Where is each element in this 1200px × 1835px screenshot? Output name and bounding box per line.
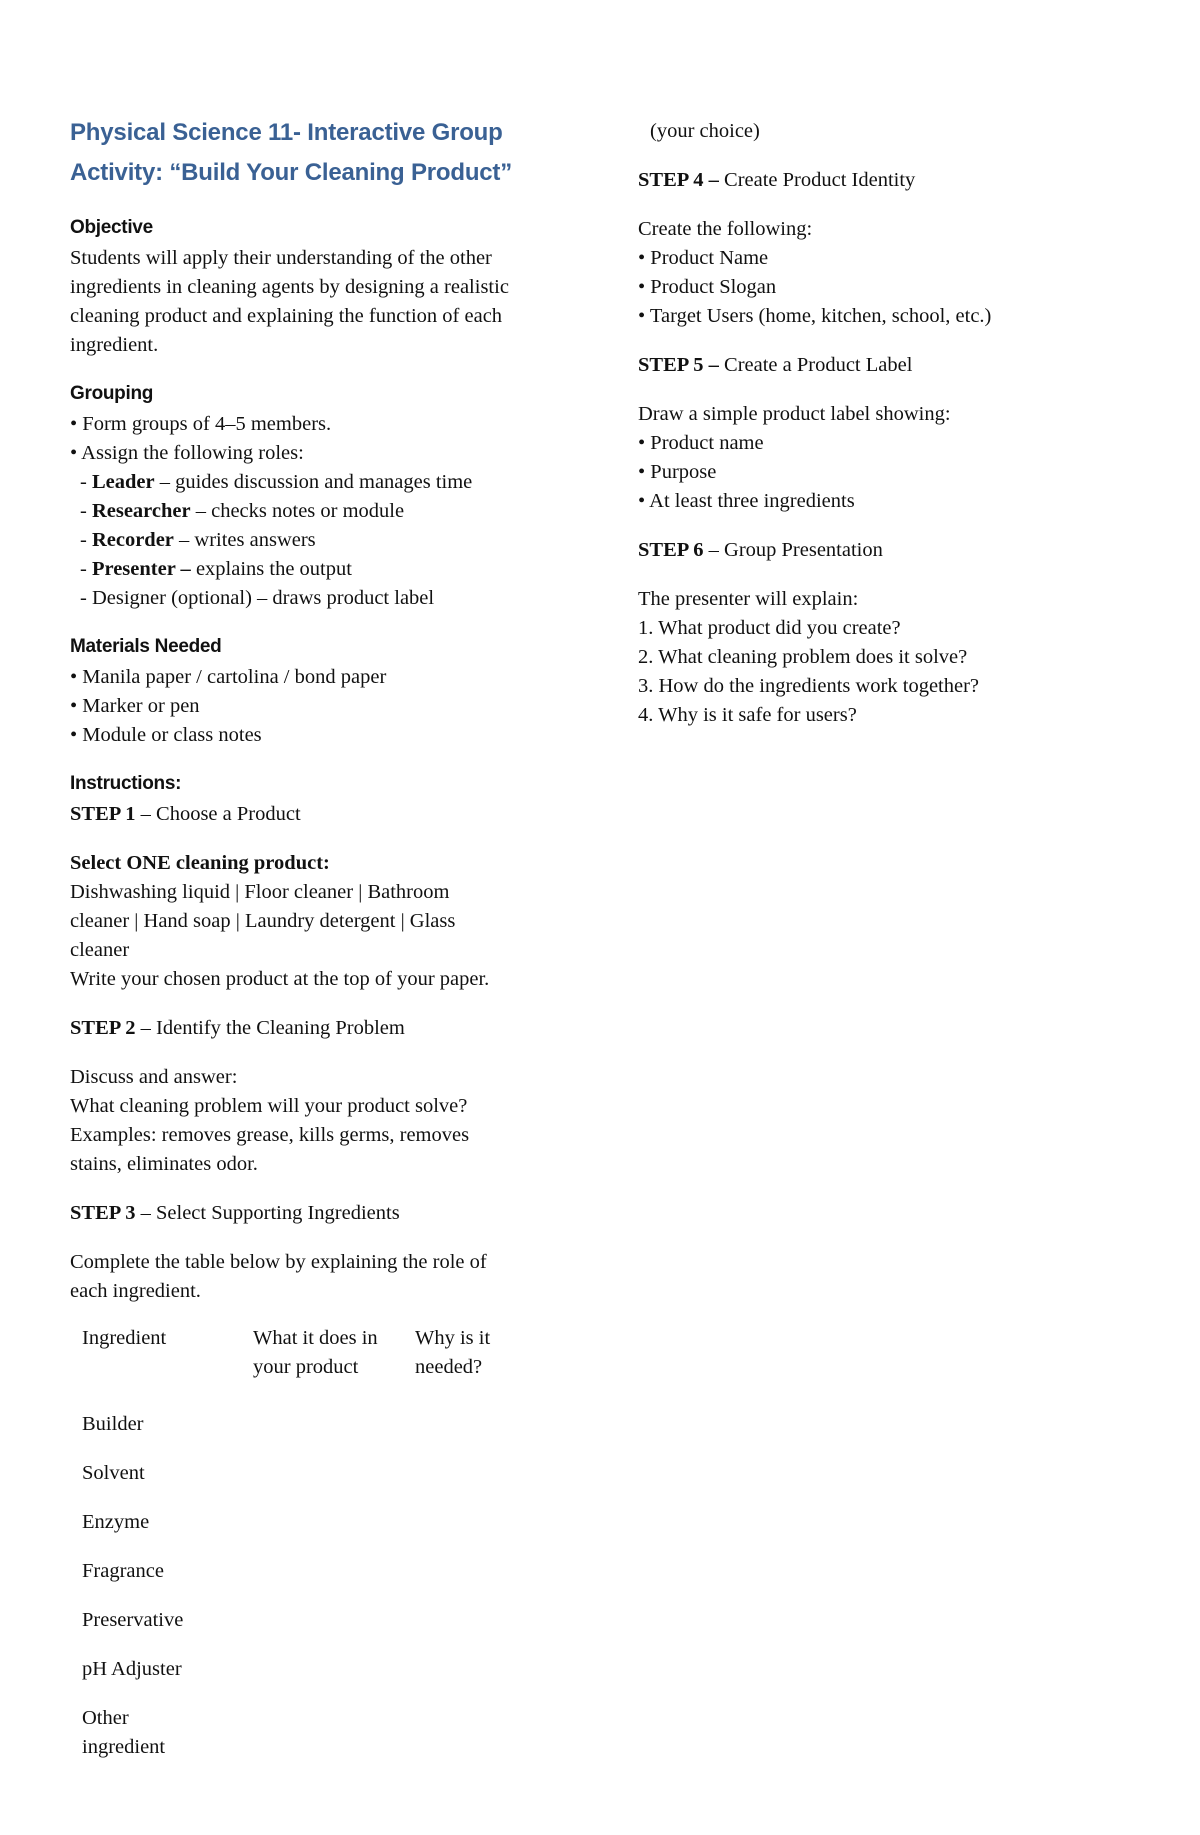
step-label: STEP 1 [70, 803, 136, 825]
table-row-ingredient: Fragrance [82, 1560, 164, 1582]
step-text: Create a Product Label [718, 354, 913, 376]
materials-item: • Manila paper / cartolina / bond paper [70, 666, 387, 688]
step-2-line: stains, eliminates odor. [70, 1153, 258, 1175]
step-6-line: 1. What product did you create? [638, 617, 901, 639]
step-5-line: • Product name [638, 432, 764, 454]
materials-item: • Module or class notes [70, 724, 262, 746]
table-header-what-it-does: What it does in [253, 1327, 378, 1349]
document-title-line-2: Activity: “Build Your Cleaning Product” [70, 159, 513, 186]
step-4-line: • Target Users (home, kitchen, school, etc.) [638, 305, 992, 327]
objective-text-line: ingredients in cleaning agents by designing a realistic [70, 276, 509, 298]
role-name: Presenter – [91, 558, 191, 580]
grouping-heading: Grouping [70, 383, 154, 404]
table-continued-row: (your choice) [650, 120, 760, 142]
role-desc: – checks notes or module [190, 500, 405, 522]
step-label: STEP 5 – [638, 354, 719, 376]
step-2-line: What cleaning problem will your product solve? [70, 1095, 468, 1117]
step-3 [70, 1200, 400, 1226]
role-prefix: - [80, 529, 92, 551]
step-2-line: Examples: removes grease, kills germs, removes [70, 1124, 470, 1146]
table-row-ingredient: ingredient [82, 1736, 166, 1758]
grouping-line: • Form groups of 4–5 members. [70, 413, 332, 435]
step-label: STEP 6 [638, 539, 704, 561]
role-name: Leader [91, 471, 155, 493]
objective-text-line: ingredient. [70, 334, 159, 356]
product-options-line: Dishwashing liquid | Floor cleaner | Bathroom [70, 881, 450, 903]
role-name: Researcher [91, 500, 191, 522]
step-4 [638, 167, 915, 193]
instructions-heading: Instructions: [70, 773, 182, 794]
step-5 [638, 352, 912, 378]
step-2-line: Discuss and answer: [70, 1066, 238, 1088]
role-item-recorder [80, 527, 316, 553]
step-6-line: The presenter will explain: [638, 588, 859, 610]
role-item-designer: - Designer (optional) – draws product label [80, 587, 435, 609]
step-6 [638, 537, 883, 563]
step-label: STEP 3 [70, 1202, 136, 1224]
objective-text-line: Students will apply their understanding of the other [70, 247, 492, 269]
step-5-line: • Purpose [638, 461, 717, 483]
step-5-line: • At least three ingredients [638, 490, 855, 512]
role-prefix: - [80, 558, 92, 580]
table-row-ingredient: Preservative [82, 1609, 184, 1631]
role-item-leader [80, 469, 472, 495]
role-prefix: - [80, 471, 92, 493]
select-product-heading: Select ONE cleaning product: [70, 852, 330, 874]
step-text: Create Product Identity [718, 169, 916, 191]
step-6-line: 2. What cleaning problem does it solve? [638, 646, 968, 668]
table-header-why-needed: Why is it [415, 1327, 491, 1349]
table-row-ingredient: Other [82, 1707, 129, 1729]
product-options-line: cleaner [70, 939, 130, 961]
table-row-ingredient: Solvent [82, 1462, 145, 1484]
product-options-line: cleaner | Hand soap | Laundry detergent | Glass [70, 910, 456, 932]
step-1 [70, 801, 301, 827]
role-item-presenter [80, 556, 352, 582]
role-item-researcher [80, 498, 404, 524]
product-options-line: Write your chosen product at the top of your paper. [70, 968, 490, 990]
step-text: – Group Presentation [703, 539, 883, 561]
objective-text-line: cleaning product and explaining the function of each [70, 305, 503, 327]
step-text: – Identify the Cleaning Problem [135, 1017, 405, 1039]
role-prefix: - [80, 500, 92, 522]
step-4-line: Create the following: [638, 218, 813, 240]
grouping-line: • Assign the following roles: [70, 442, 304, 464]
role-desc: explains the output [190, 558, 352, 580]
table-header-why-needed: needed? [415, 1356, 483, 1378]
objective-heading: Objective [70, 217, 153, 238]
step-4-line: • Product Name [638, 247, 769, 269]
table-header-what-it-does: your product [253, 1356, 359, 1378]
role-desc: – guides discussion and manages time [154, 471, 473, 493]
step-label: STEP 2 [70, 1017, 136, 1039]
step-2 [70, 1015, 405, 1041]
step-6-line: 3. How do the ingredients work together? [638, 675, 980, 697]
step-3-line: each ingredient. [70, 1280, 201, 1302]
step-4-line: • Product Slogan [638, 276, 777, 298]
step-text: – Choose a Product [135, 803, 301, 825]
step-5-line: Draw a simple product label showing: [638, 403, 951, 425]
table-header-ingredient: Ingredient [82, 1327, 167, 1349]
step-3-line: Complete the table below by explaining the role of [70, 1251, 487, 1273]
table-row-ingredient: pH Adjuster [82, 1658, 182, 1680]
role-name: Recorder [91, 529, 174, 551]
step-text: – Select Supporting Ingredients [135, 1202, 400, 1224]
table-row-ingredient: Builder [82, 1413, 144, 1435]
step-label: STEP 4 – [638, 169, 719, 191]
document-title-line-1: Physical Science 11- Interactive Group [70, 119, 503, 146]
materials-item: • Marker or pen [70, 695, 200, 717]
table-row-ingredient: Enzyme [82, 1511, 150, 1533]
materials-heading: Materials Needed [70, 636, 222, 657]
role-desc: – writes answers [173, 529, 316, 551]
step-6-line: 4. Why is it safe for users? [638, 704, 857, 726]
